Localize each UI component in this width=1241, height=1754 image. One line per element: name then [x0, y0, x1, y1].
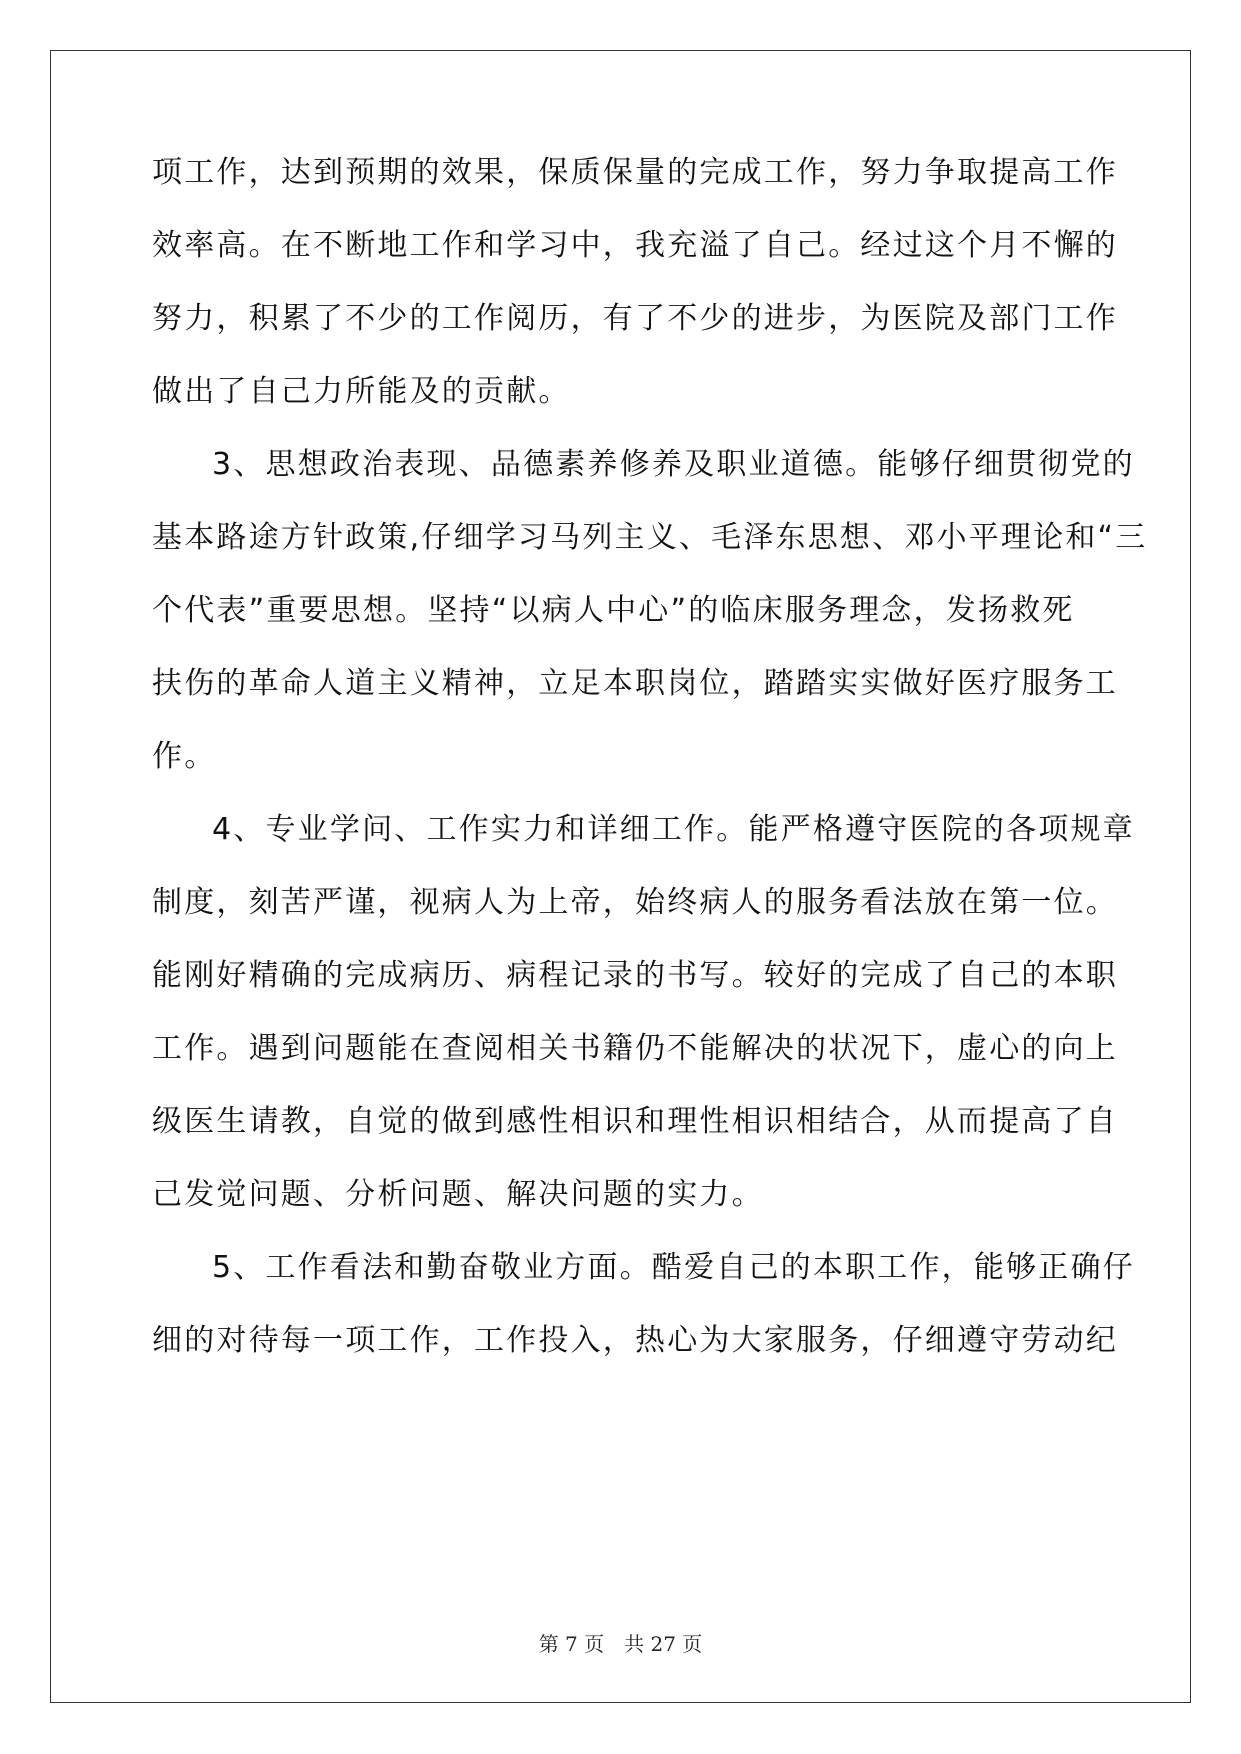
text-line: 制度，刻苦严谨，视病人为上帝，始终病人的服务看法放在第一位。 [152, 885, 1118, 920]
text-line: 努力，积累了不少的工作阅历，有了不少的进步，为医院及部门工作 [152, 301, 1118, 336]
text-line: 级医生请教，自觉的做到感性相识和理性相识相结合，从而提高了自 [152, 1104, 1118, 1139]
text-line: 工作。遇到问题能在查阅相关书籍仍不能解决的状况下，虚心的向上 [152, 1031, 1118, 1066]
text-line: 基本路途方针政策,仔细学习马列主义、毛泽东思想、邓小平理论和“三 [152, 520, 1148, 555]
text-line: 己发觉问题、分析问题、解决问题的实力。 [152, 1177, 764, 1212]
text-line: 效率高。在不断地工作和学习中，我充溢了自己。经过这个月不懈的 [152, 228, 1118, 263]
text-line: 细的对待每一项工作，工作投入，热心为大家服务，仔细遵守劳动纪 [152, 1323, 1118, 1358]
text-line: 项工作，达到预期的效果，保质保量的完成工作，努力争取提高工作 [152, 155, 1118, 190]
text-line: 扶伤的革命人道主义精神，立足本职岗位，踏踏实实做好医疗服务工 [152, 666, 1118, 701]
paragraph-start-line: 4、专业学问、工作实力和详细工作。能严格遵守医院的各项规章 [212, 812, 1135, 847]
page-border [50, 50, 1191, 1703]
text-line: 个代表”重要思想。坚持“以病人中心”的临床服务理念，发扬救死 [152, 593, 1075, 628]
paragraph-start-line: 5、工作看法和勤奋敬业方面。酷爱自己的本职工作，能够正确仔 [212, 1250, 1135, 1285]
text-line: 作。 [152, 739, 217, 774]
page-number-footer: 第 7 页 共 27 页 [538, 1632, 703, 1656]
paragraph-start-line: 3、思想政治表现、品德素养修养及职业道德。能够仔细贯彻党的 [212, 447, 1135, 482]
text-line: 做出了自己力所能及的贡献。 [152, 374, 571, 409]
text-line: 能刚好精确的完成病历、病程记录的书写。较好的完成了自己的本职 [152, 958, 1118, 993]
